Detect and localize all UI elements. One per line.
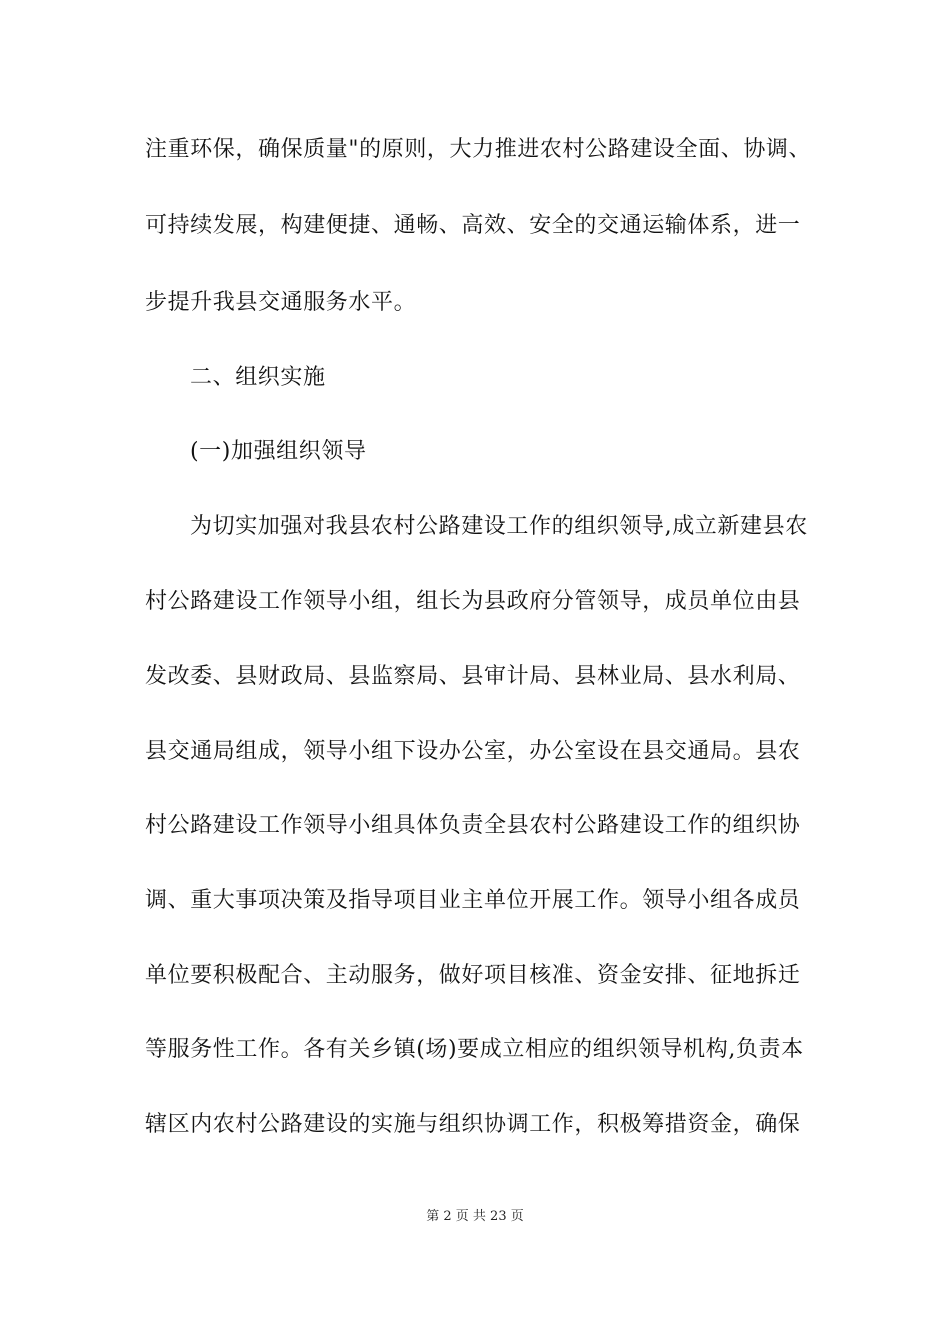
body-text-line: 调、重大事项决策及指导项目业主单位开展工作。领导小组各成员 (145, 888, 801, 913)
body-text-line: 单位要积极配合、主动服务，做好项目核准、资金安排、征地拆迁 (145, 963, 801, 988)
body-text-line: 村公路建设工作领导小组，组长为县政府分管领导，成员单位由县 (145, 589, 801, 614)
body-text-line: 注重环保，确保质量"的原则，大力推进农村公路建设全面、协调、 (145, 137, 812, 162)
section-heading: 二、组织实施 (190, 365, 326, 390)
body-text-line: 发改委、县财政局、县监察局、县审计局、县林业局、县水利局、 (145, 664, 801, 689)
body-text-line: 可持续发展，构建便捷、通畅、高效、安全的交通运输体系，进一 (145, 213, 801, 238)
body-text-line: 为切实加强对我县农村公路建设工作的组织领导,成立新建县农 (190, 514, 808, 539)
subsection-heading: (一)加强组织领导 (190, 439, 367, 464)
body-text-line: 县交通局组成，领导小组下设办公室，办公室设在县交通局。县农 (145, 739, 801, 764)
body-text-line: 步提升我县交通服务水平。 (145, 290, 417, 315)
body-text-line: 辖区内农村公路建设的实施与组织协调工作，积极筹措资金，确保 (145, 1112, 801, 1137)
body-text-line: 等服务性工作。各有关乡镇(场)要成立相应的组织领导机构,负责本 (145, 1037, 804, 1062)
page-number-footer: 第 2 页 共 23 页 (426, 1209, 524, 1224)
body-text-line: 村公路建设工作领导小组具体负责全县农村公路建设工作的组织协 (145, 813, 801, 838)
